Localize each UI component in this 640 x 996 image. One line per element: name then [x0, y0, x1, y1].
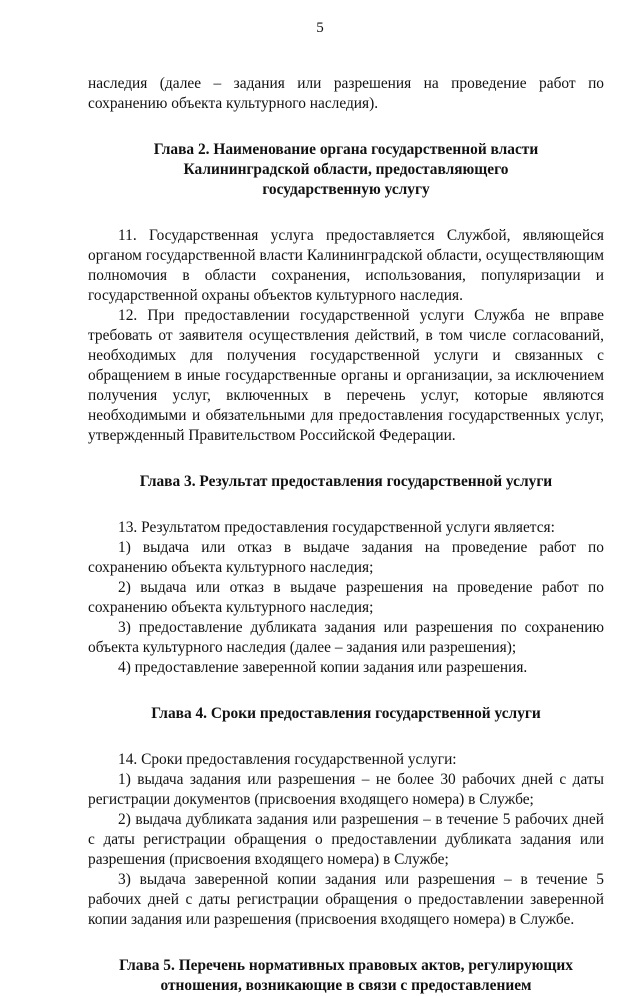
- list-item: 2) выдача дубликата задания или разрешения – в течение 5 рабочих дней с даты регистрации обращения о предоставлении дубликата задания или разрешения (присвоения входящего номера) в Службе;: [88, 811, 604, 868]
- chapter-5-heading: [88, 956, 604, 996]
- paragraph-13: 13. Результатом предоставления государственной услуги является:: [118, 519, 555, 536]
- page-number: 5: [316, 20, 324, 36]
- heading-line: Глава 5. Перечень нормативных правовых актов, регулирующих: [119, 957, 573, 974]
- list-item: 3) выдача заверенной копии задания или разрешения – в течение 5 рабочих дней с даты регистрации обращения о предоставлении заверенной копии задания или разрешения (присвоения входящего номера) в Службе.: [88, 871, 604, 928]
- list-item: 4) предоставление заверенной копии задания или разрешения.: [118, 659, 528, 676]
- list-item: 1) выдача или отказ в выдаче задания на проведение работ по сохранению объекта культурного наследия;: [88, 539, 604, 576]
- heading-line: государственную услугу: [262, 181, 430, 198]
- paragraph-12: 12. При предоставлении государственной услуги Служба не вправе требовать от заявителя осуществления действий, в том числе согласований, необходимых для получения государственной услуги и связанных с обращением в иные государственные органы и организации, за исключением получения услуг, включенных в перечень услуг, которые являются необходимыми и обязательными для предоставления государственных услуг, утвержденный Правительством Российской Федерации.: [88, 307, 604, 444]
- paragraph-11: 11. Государственная услуга предоставляется Службой, являющейся органом государственной власти Калининградской области, осуществляющим полномочия в области сохранения, использования, популяризации и государственной охраны объектов культурного наследия.: [88, 227, 604, 304]
- list-item: 2) выдача или отказ в выдаче разрешения на проведение работ по сохранению объекта культурного наследия;: [88, 579, 604, 616]
- list-item: 3) предоставление дубликата задания или разрешения по сохранению объекта культурного наследия (далее – задания или разрешения);: [88, 619, 604, 656]
- continuation-paragraph: наследия (далее – задания или разрешения на проведение работ по сохранению объекта культурного наследия).: [88, 75, 604, 112]
- document-body: [88, 74, 604, 996]
- heading-line: Калининградской области, предоставляющего: [183, 161, 509, 178]
- chapter-4-heading: Глава 4. Сроки предоставления государственной услуги: [151, 705, 541, 722]
- list-item: 1) выдача задания или разрешения – не более 30 рабочих дней с даты регистрации документов (присвоения входящего номера) в Службе;: [88, 771, 604, 808]
- heading-line: отношения, возникающие в связи с предоставлением: [160, 977, 532, 994]
- chapter-2-heading: [88, 140, 604, 200]
- chapter-3-heading: Глава 3. Результат предоставления государственной услуги: [139, 473, 553, 490]
- paragraph-14: 14. Сроки предоставления государственной услуги:: [118, 751, 457, 768]
- heading-line: Глава 2. Наименование органа государственной власти: [153, 141, 539, 158]
